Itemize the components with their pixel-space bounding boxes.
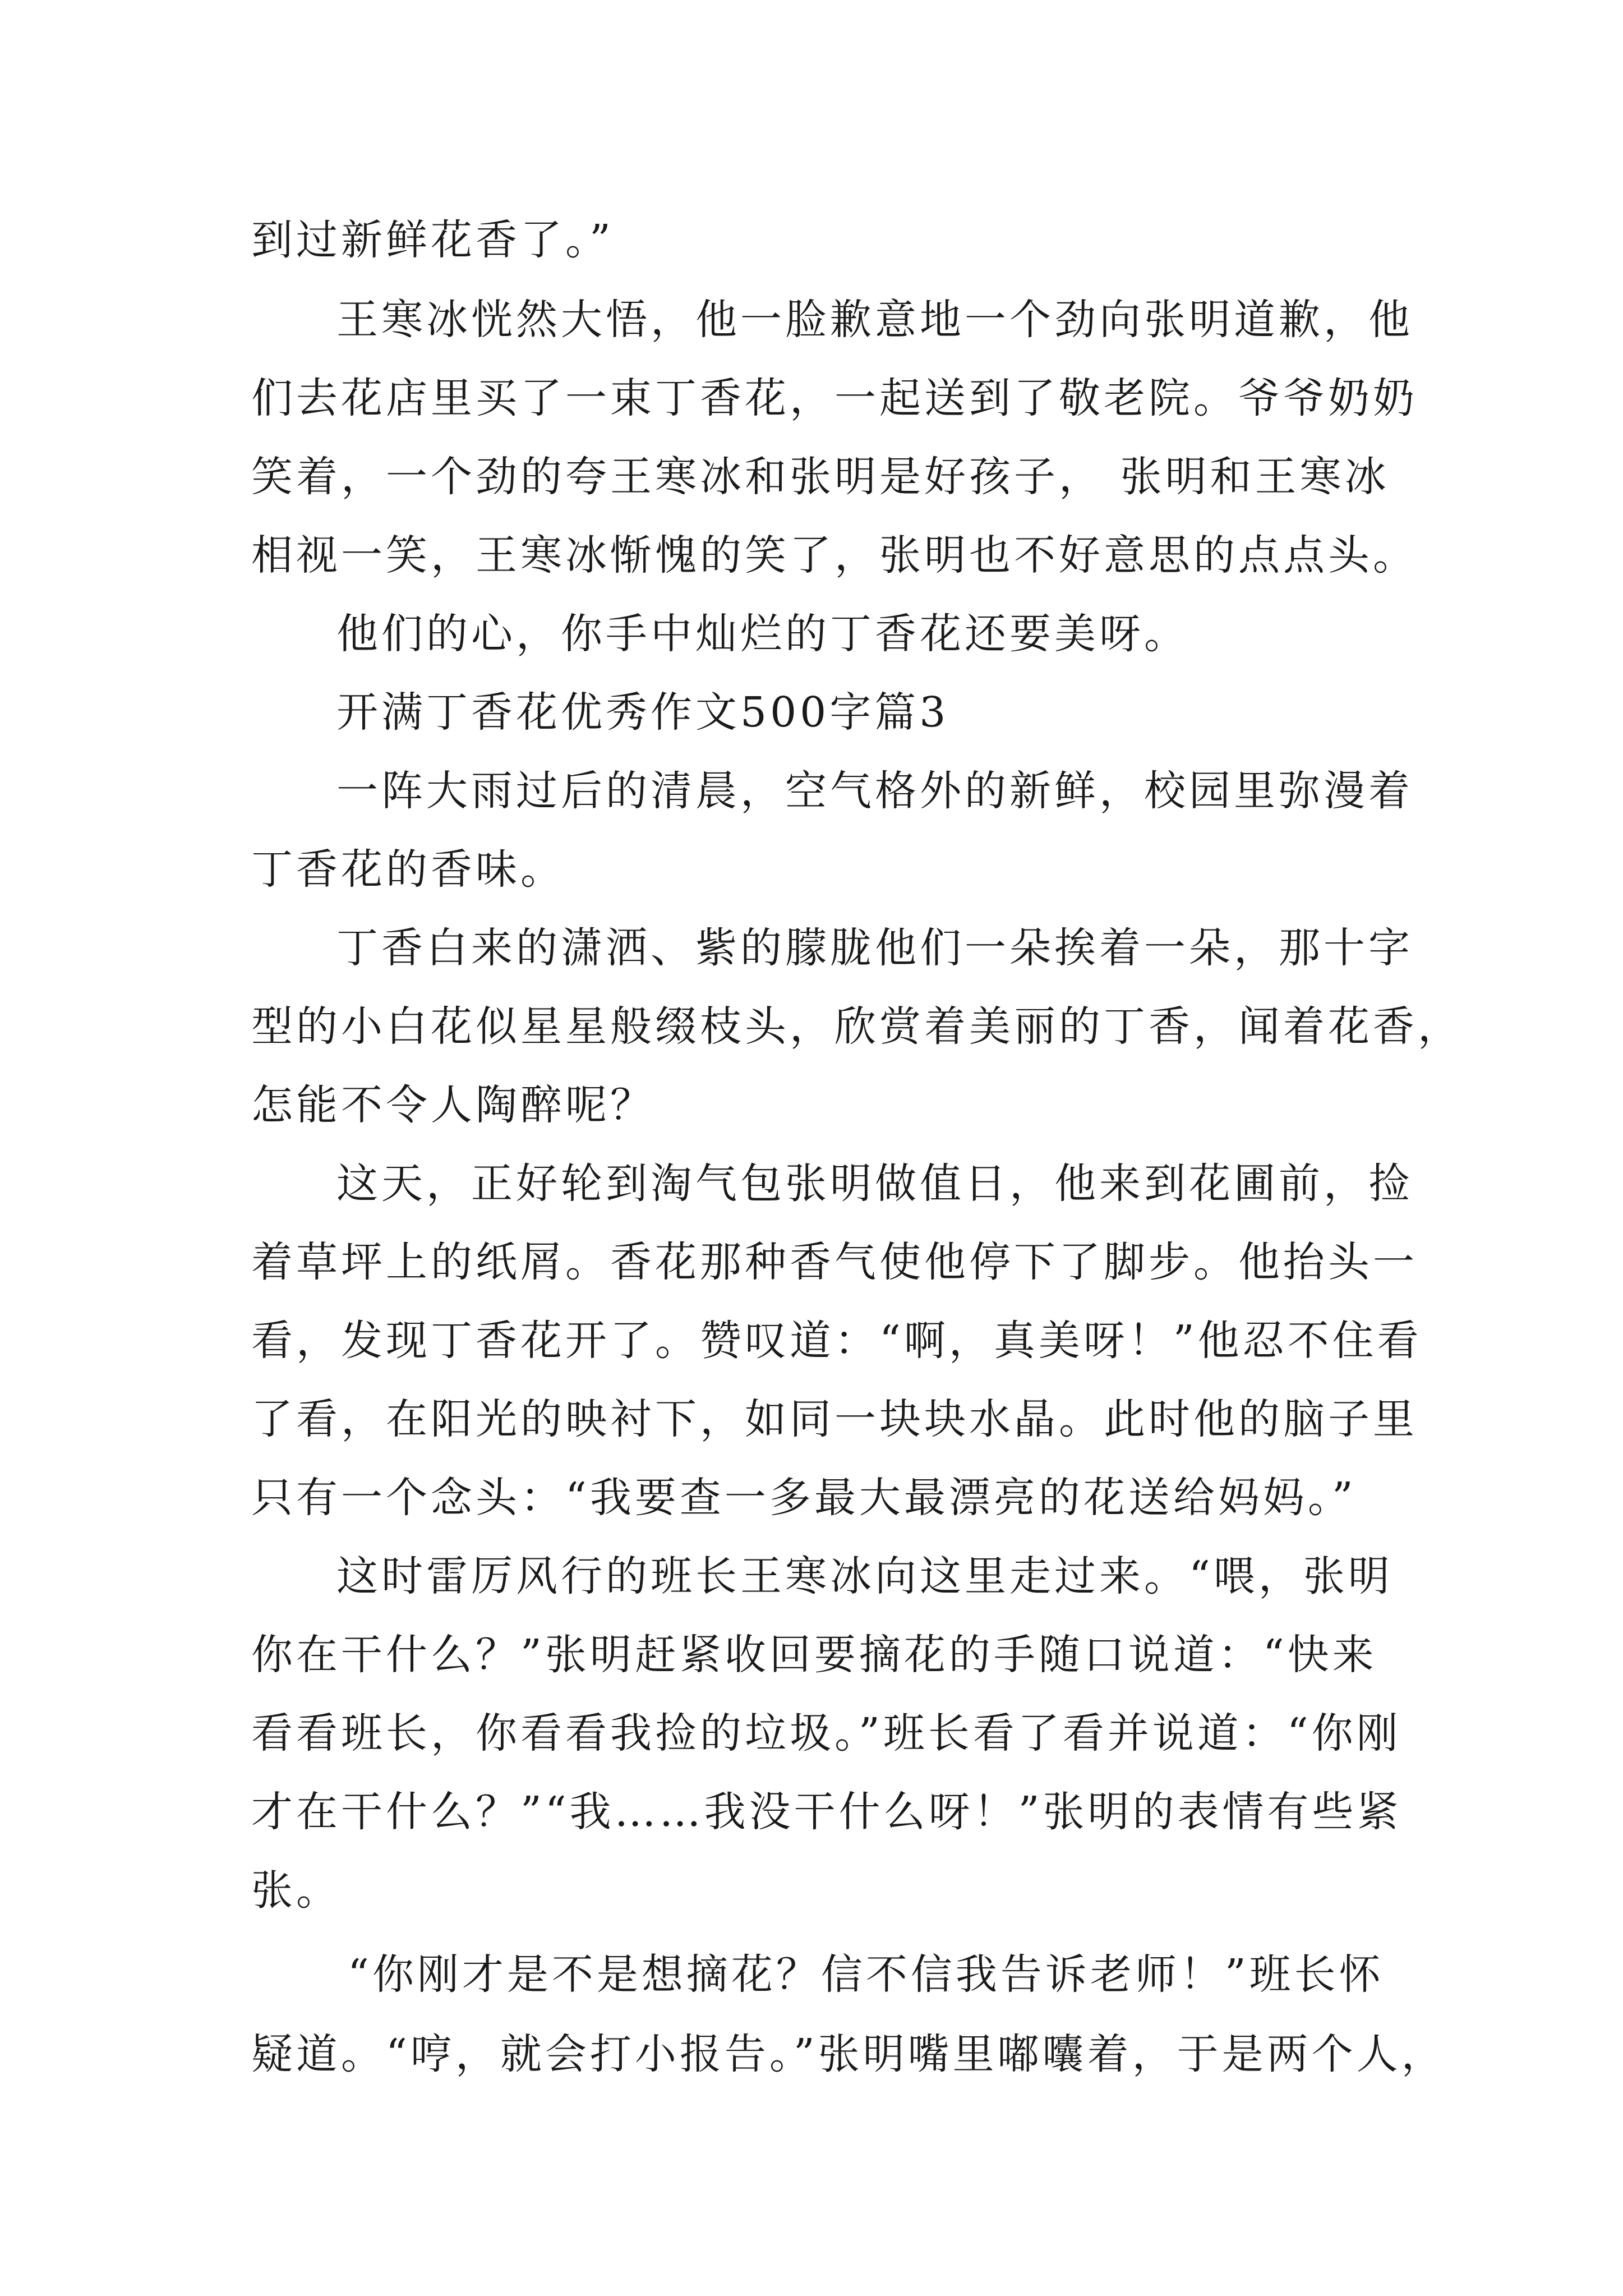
paragraph-start-line: 这时雷厉风行的班长王寒冰向这里走过来。“喂，张明 [336, 1552, 1393, 1600]
text-line: 张。 [251, 1866, 341, 1915]
paragraph-start-line: 他们的心，你手中灿烂的丁香花还要美呀。 [336, 610, 1189, 658]
paragraph-start-line: “你刚才是不是想摘花？信不信我告诉老师！”班长怀 [348, 1950, 1384, 1999]
text-line: 看看班长，你看看我捡的垃圾。”班长看了看并说道：“你刚 [251, 1709, 1401, 1757]
paragraph-start-line: 王寒冰恍然大悟，他一脸歉意地一个劲向张明道歉，他 [336, 296, 1413, 344]
text-line: 看，发现丁香花开了。赞叹道：“啊，真美呀！”他忍不住看 [251, 1317, 1422, 1365]
section-heading: 开满丁香花优秀作文500字篇3 [336, 688, 949, 737]
text-line: 疑道。“哼，就会打小报告。”张明嘴里嘟囔着，于是两个人， [251, 2030, 1446, 2078]
text-line: 们去花店里买了一束丁香花，一起送到了敬老院。爷爷奶奶 [251, 374, 1418, 422]
text-line: 相视一笑，王寒冰惭愧的笑了，张明也不好意思的点点头。 [251, 531, 1418, 579]
text-line: 到过新鲜花香了。” [251, 216, 614, 264]
text-line: 型的小白花似星星般缀枝头，欣赏着美丽的丁香，闻着花香， [251, 1002, 1463, 1051]
text-line: 着草坪上的纸屑。香花那种香气使他停下了脚步。他抬头一 [251, 1238, 1418, 1286]
paragraph-start-line: 丁香白来的潇洒、紫的朦胧他们一朵挨着一朵，那十字 [336, 924, 1413, 972]
text-line: 怎能不令人陶醉呢？ [251, 1081, 655, 1129]
text-line: 了看，在阳光的映衬下，如同一块块水晶。此时他的脑子里 [251, 1395, 1418, 1443]
text-line: 只有一个念头：“我要查一多最大最漂亮的花送给妈妈。” [251, 1474, 1357, 1522]
text-line: 笑着，一个劲的夸王寒冰和张明是好孩子， 张明和王寒冰 [251, 453, 1390, 501]
paragraph-start-line: 一阵大雨过后的清晨，空气格外的新鲜，校园里弥漫着 [336, 767, 1413, 815]
text-line: 丁香花的香味。 [251, 845, 565, 894]
text-line: 才在干什么？”“我……我没干什么呀！”张明的表情有些紧 [251, 1788, 1402, 1836]
paragraph-start-line: 这天，正好轮到淘气包张明做值日，他来到花圃前，捡 [336, 1159, 1413, 1208]
text-line: 你在干什么？”张明赶紧收回要摘花的手随口说道：“快来 [251, 1631, 1377, 1679]
